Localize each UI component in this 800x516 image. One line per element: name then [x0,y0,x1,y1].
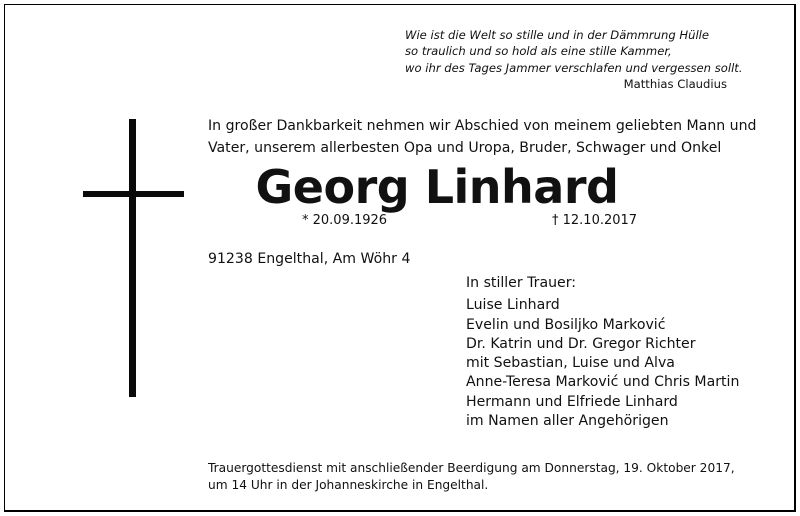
cross-vertical-bar [129,119,136,397]
deceased-name: Georg Linhard [255,160,619,214]
intro-line: Vater, unserem allerbesten Opa und Uropa, Bruder, Schwager und Onkel [208,140,722,156]
cross-horizontal-bar [83,191,184,197]
quote-line: so traulich und so hold als eine stille Kammer, [405,44,672,59]
death-date: † 12.10.2017 [552,213,638,228]
mourner-name: im Namen aller Angehörigen [466,413,669,430]
intro-text [208,115,757,159]
mourner-name: Anne-Teresa Marković und Chris Martin [466,374,740,391]
mourner-name: Luise Linhard [466,297,560,314]
intro-line: In großer Dankbarkeit nehmen wir Abschied von meinem geliebten Mann und [208,118,757,134]
service-line: um 14 Uhr in der Johanneskirche in Engelthal. [208,477,489,492]
mourner-name: mit Sebastian, Luise und Alva [466,355,675,372]
quote-line: Wie ist die Welt so stille und in der Dämmrung Hülle [405,28,710,42]
quote-line: wo ihr des Tages Jammer verschlafen und vergessen sollt. [405,60,743,75]
mourner-name: Dr. Katrin und Dr. Gregor Richter [466,335,696,352]
quote-author: Matthias Claudius [623,76,727,91]
service-line: Trauergottesdienst mit anschließender Beerdigung am Donnerstag, 19. Oktober 2017, [208,461,735,475]
poem-quote [405,27,743,92]
mourner-name: Evelin und Bosiljko Marković [466,316,666,333]
mourners-list [466,274,739,431]
obituary-notice [4,4,796,512]
birth-date: * 20.09.1926 [302,213,388,228]
mourners-heading: In stiller Trauer: [466,275,576,291]
funeral-service-info [208,460,735,493]
address: 91238 Engelthal, Am Wöhr 4 [208,251,411,267]
mourner-name: Hermann und Elfriede Linhard [466,393,678,410]
